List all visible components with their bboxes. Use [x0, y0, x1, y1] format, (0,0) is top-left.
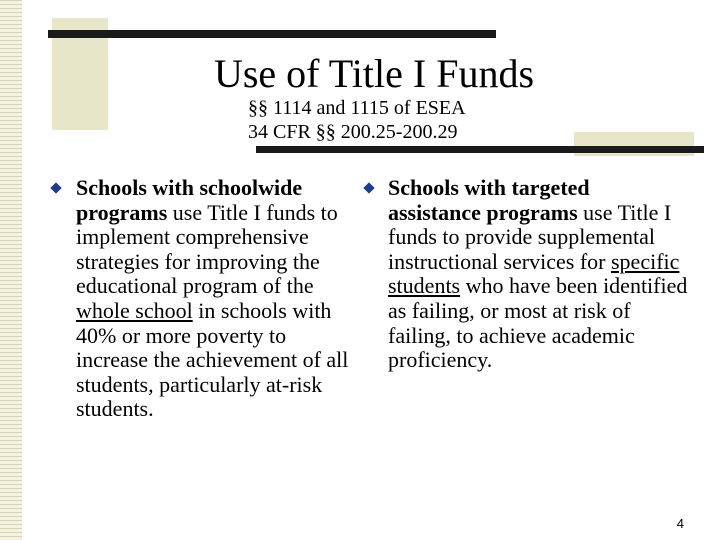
targeted-assistance-bullet	[388, 176, 688, 373]
subtitle-statute: §§ 1114 and 1115 of ESEA	[248, 97, 466, 119]
schoolwide-programs-bullet	[76, 176, 352, 422]
students-underlined: students	[388, 273, 461, 299]
targeted-text-part3: who have been identified as failing, or most at risk of failing, to achieve academic proficiency.	[388, 273, 688, 373]
slide-title: Use of Title I Funds	[213, 51, 535, 96]
left-bullet-icon	[50, 182, 61, 193]
page-number: 4	[676, 516, 684, 531]
schoolwide-text-part2: in schools with 40% or more poverty to increase the achievement of all students, particularly at-risk students.	[76, 297, 349, 422]
right-bullet-icon	[363, 182, 374, 193]
targeted-text-part1: use Title I funds to provide supplemental instructional services for	[388, 199, 672, 274]
title-underline-bar	[256, 146, 704, 153]
specific-underlined: specific	[611, 248, 680, 274]
schoolwide-bold-phrase: Schools with schoolwide programs	[76, 175, 303, 225]
subtitle-regulation: 34 CFR §§ 200.25-200.29	[248, 121, 458, 143]
left-decorative-stripe	[0, 0, 22, 540]
whole-school-underlined: whole school	[76, 297, 193, 323]
schoolwide-text-part1: use Title I funds to implement comprehensive strategies for improving the educational program of the	[76, 199, 338, 299]
targeted-bold-phrase: Schools with targeted assistance programs	[388, 175, 590, 225]
top-accent-bar	[48, 30, 496, 38]
